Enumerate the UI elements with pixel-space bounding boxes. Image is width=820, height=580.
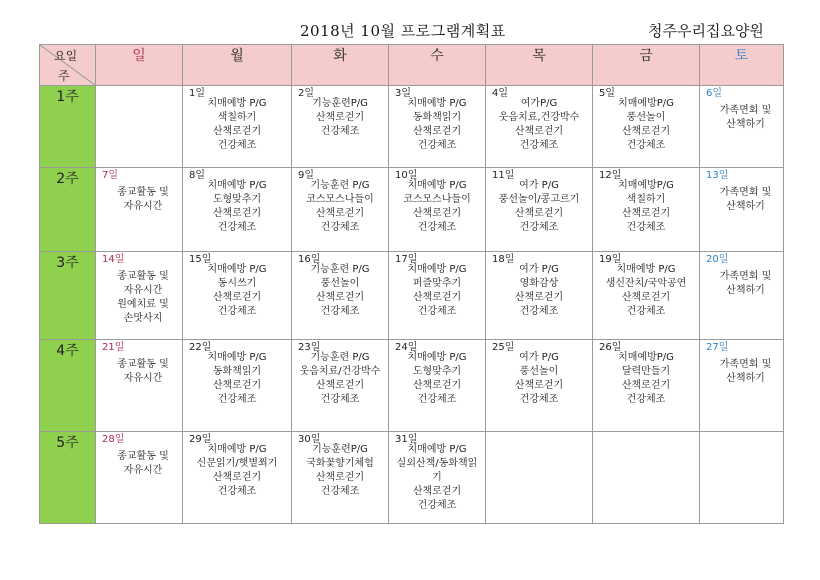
activity-item: 치매예방 P/G bbox=[616, 264, 676, 275]
activity-item: 건강체조 bbox=[320, 126, 360, 137]
activity-item: 산책로걷기 bbox=[315, 112, 365, 123]
day-number: 7일 bbox=[102, 170, 119, 181]
activity-item: 풍선놀이 bbox=[626, 112, 666, 123]
day-number: 9일 bbox=[298, 170, 315, 181]
day-number: 31일 bbox=[395, 434, 418, 445]
week-label: 5주 bbox=[40, 432, 96, 524]
activity-item: 산책로걷기 bbox=[412, 292, 462, 303]
day-number: 29일 bbox=[189, 434, 212, 445]
activity-item: 산책로걷기 bbox=[514, 380, 564, 391]
header-wednesday: 수 bbox=[389, 45, 486, 86]
activity-item: 건강체조 bbox=[320, 486, 360, 497]
activity-item: 건강체조 bbox=[217, 486, 257, 497]
activity-item: 기능훈련 P/G bbox=[310, 264, 370, 275]
week-label: 4주 bbox=[40, 340, 96, 432]
activity-item: 건강체조 bbox=[626, 394, 666, 405]
activity-item: 산책로걷기 bbox=[212, 472, 262, 483]
activity-item: 건강체조 bbox=[417, 500, 457, 511]
activity-item: 산책로걷기 bbox=[621, 208, 671, 219]
activity-item: 기 bbox=[432, 472, 442, 483]
activity-item: 동화책읽기 bbox=[212, 366, 262, 377]
weekday-header-row bbox=[40, 45, 784, 86]
day-number: 18일 bbox=[492, 254, 515, 265]
activity-item: 가족면회 및 bbox=[719, 271, 772, 282]
activity-item: 건강체조 bbox=[626, 222, 666, 233]
day-number: 27일 bbox=[706, 342, 729, 353]
activity-item: 여가 P/G bbox=[519, 264, 559, 275]
day-cell-wednesday bbox=[389, 432, 486, 524]
activity-item: 산책로걷기 bbox=[621, 126, 671, 137]
day-cell-friday bbox=[593, 340, 700, 432]
activity-item: 치매예방P/G bbox=[618, 180, 674, 191]
activity-item: 자유시간 bbox=[123, 373, 163, 384]
day-cell-monday bbox=[183, 168, 292, 252]
activity-item: 산책로걷기 bbox=[621, 380, 671, 391]
activity-item: 치매예방 P/G bbox=[407, 180, 467, 191]
activity-item: 건강체조 bbox=[217, 394, 257, 405]
week-label: 1주 bbox=[40, 86, 96, 168]
day-cell-monday bbox=[183, 432, 292, 524]
activity-list bbox=[96, 86, 182, 104]
activity-item: 치매예방 P/G bbox=[207, 98, 267, 109]
header-friday: 금 bbox=[593, 45, 700, 86]
corner-cell bbox=[40, 45, 96, 86]
activity-item: 건강체조 bbox=[519, 222, 559, 233]
activity-item: 건강체조 bbox=[519, 306, 559, 317]
day-cell-wednesday bbox=[389, 340, 486, 432]
activity-item: 산책하기 bbox=[726, 285, 765, 296]
activity-item: 산책로걷기 bbox=[412, 126, 462, 137]
activity-item: 국화꽃향기체험 bbox=[306, 458, 374, 469]
day-cell-wednesday bbox=[389, 168, 486, 252]
day-number: 26일 bbox=[599, 342, 622, 353]
activity-item: 산책로걷기 bbox=[514, 292, 564, 303]
activity-item: 색칠하기 bbox=[217, 112, 257, 123]
activity-item: 종교활동 및 bbox=[117, 271, 169, 282]
activity-item: 손맛사지 bbox=[123, 313, 163, 324]
header-thursday: 목 bbox=[486, 45, 593, 86]
corner-weekday-label: 요일 bbox=[54, 49, 78, 63]
activity-item: 코스모스나들이 bbox=[306, 194, 374, 205]
week-label: 2주 bbox=[40, 168, 96, 252]
day-cell-friday bbox=[593, 432, 700, 524]
day-number: 12일 bbox=[599, 170, 622, 181]
activity-item: 도형맞추기 bbox=[412, 366, 462, 377]
activity-item: 건강체조 bbox=[626, 306, 666, 317]
activity-item: 종교활동 및 bbox=[117, 359, 169, 370]
activity-item: 영화감상 bbox=[519, 278, 559, 289]
day-cell-thursday bbox=[486, 168, 593, 252]
day-cell-saturday bbox=[700, 340, 784, 432]
activity-item: 동화책읽기 bbox=[412, 112, 462, 123]
activity-item: 치매예방 P/G bbox=[407, 98, 467, 109]
activity-item: 산책로걷기 bbox=[315, 292, 365, 303]
header-sunday: 일 bbox=[96, 45, 183, 86]
activity-item: 건강체조 bbox=[417, 306, 457, 317]
day-cell-sunday bbox=[96, 432, 183, 524]
activity-item: 산책로걷기 bbox=[212, 208, 262, 219]
header-monday: 월 bbox=[183, 45, 292, 86]
day-number: 10일 bbox=[395, 170, 418, 181]
activity-item: 치매예방 P/G bbox=[207, 444, 267, 455]
activity-item: 기능훈련 P/G bbox=[310, 180, 370, 191]
day-cell-saturday bbox=[700, 432, 784, 524]
activity-item: 퍼즐맞추기 bbox=[412, 278, 462, 289]
activity-item: 도형맞추기 bbox=[212, 194, 262, 205]
activity-item: 산책하기 bbox=[726, 373, 765, 384]
activity-list bbox=[700, 432, 783, 450]
activity-item: 치매예방 P/G bbox=[207, 264, 267, 275]
activity-item: 가족면회 및 bbox=[719, 359, 772, 370]
activity-item: 건강체조 bbox=[626, 140, 666, 151]
activity-list bbox=[486, 432, 592, 443]
day-number: 14일 bbox=[102, 254, 125, 265]
activity-item: 산책로걷기 bbox=[212, 292, 262, 303]
day-number: 28일 bbox=[102, 434, 125, 445]
activity-item: 기능훈련P/G bbox=[312, 98, 368, 109]
activity-item: 산책로걷기 bbox=[514, 208, 564, 219]
activity-item: 건강체조 bbox=[417, 394, 457, 405]
day-number: 16일 bbox=[298, 254, 321, 265]
day-number: 13일 bbox=[706, 170, 729, 181]
activity-item: 동시쓰기 bbox=[217, 278, 257, 289]
activity-item: 실외산책/동화책읽 bbox=[396, 458, 478, 469]
day-cell-tuesday bbox=[292, 86, 389, 168]
day-cell-tuesday bbox=[292, 432, 389, 524]
day-cell-thursday bbox=[486, 252, 593, 340]
activity-item: 산책로걷기 bbox=[315, 208, 365, 219]
day-number: 1일 bbox=[189, 88, 206, 99]
header-tuesday: 화 bbox=[292, 45, 389, 86]
activity-item: 가족면회 및 bbox=[719, 105, 772, 116]
day-cell-wednesday bbox=[389, 252, 486, 340]
activity-item: 건강체조 bbox=[217, 140, 257, 151]
day-number: 11일 bbox=[492, 170, 515, 181]
activity-item: 치매예방P/G bbox=[618, 352, 674, 363]
week-row bbox=[40, 340, 784, 432]
day-number: 15일 bbox=[189, 254, 212, 265]
day-cell-sunday bbox=[96, 252, 183, 340]
week-row bbox=[40, 168, 784, 252]
week-row bbox=[40, 432, 784, 524]
activity-item: 건강체조 bbox=[519, 140, 559, 151]
activity-item: 웃음치료,건강박수 bbox=[498, 112, 580, 123]
activity-item: 종교활동 및 bbox=[117, 187, 169, 198]
activity-item: 웃음치료/건강박수 bbox=[299, 366, 381, 377]
day-number: 4일 bbox=[492, 88, 509, 99]
activity-item: 치매예방 P/G bbox=[407, 352, 467, 363]
day-cell-tuesday bbox=[292, 168, 389, 252]
activity-item: 풍선놀이/콩고르기 bbox=[498, 194, 580, 205]
day-cell-thursday bbox=[486, 432, 593, 524]
activity-item: 가족면회 및 bbox=[719, 187, 772, 198]
day-number: 22일 bbox=[189, 342, 212, 353]
activity-item: 산책로걷기 bbox=[621, 292, 671, 303]
day-number: 5일 bbox=[599, 88, 616, 99]
activity-item: 산책로걷기 bbox=[412, 380, 462, 391]
activity-item: 여가 P/G bbox=[519, 180, 559, 191]
activity-item: 색칠하기 bbox=[626, 194, 666, 205]
activity-item: 건강체조 bbox=[417, 140, 457, 151]
day-cell-friday bbox=[593, 168, 700, 252]
activity-item: 산책로걷기 bbox=[412, 208, 462, 219]
day-cell-sunday bbox=[96, 168, 183, 252]
day-number: 23일 bbox=[298, 342, 321, 353]
day-cell-friday bbox=[593, 86, 700, 168]
activity-item: 건강체조 bbox=[519, 394, 559, 405]
day-number: 2일 bbox=[298, 88, 315, 99]
day-number: 25일 bbox=[492, 342, 515, 353]
activity-item: 건강체조 bbox=[320, 222, 360, 233]
day-cell-saturday bbox=[700, 86, 784, 168]
activity-item: 산책로걷기 bbox=[315, 380, 365, 391]
activity-item: 자유시간 bbox=[123, 465, 163, 476]
activity-item: 원예치료 및 bbox=[117, 299, 169, 310]
week-label: 3주 bbox=[40, 252, 96, 340]
day-number: 24일 bbox=[395, 342, 418, 353]
activity-item: 산책로걷기 bbox=[212, 380, 262, 391]
activity-item: 생신잔치/국악공연 bbox=[605, 278, 687, 289]
corner-week-label: 주 bbox=[58, 69, 70, 83]
day-cell-thursday bbox=[486, 86, 593, 168]
day-cell-sunday bbox=[96, 86, 183, 168]
activity-item: 산책하기 bbox=[726, 201, 765, 212]
day-cell-monday bbox=[183, 340, 292, 432]
organization-name: 청주우리집요양원 bbox=[648, 22, 764, 40]
activity-item: 코스모스나들이 bbox=[403, 194, 471, 205]
activity-item: 치매예방 P/G bbox=[407, 444, 467, 455]
activity-item: 산책하기 bbox=[726, 119, 765, 130]
day-cell-monday bbox=[183, 86, 292, 168]
activity-item: 풍선놀이 bbox=[519, 366, 559, 377]
day-number: 30일 bbox=[298, 434, 321, 445]
activity-item: 여가 P/G bbox=[519, 352, 559, 363]
day-number: 20일 bbox=[706, 254, 729, 265]
day-number: 3일 bbox=[395, 88, 412, 99]
week-row bbox=[40, 86, 784, 168]
day-cell-tuesday bbox=[292, 252, 389, 340]
day-cell-wednesday bbox=[389, 86, 486, 168]
activity-item: 신문읽기/햇볕쬐기 bbox=[196, 458, 278, 469]
activity-item: 치매예방P/G bbox=[618, 98, 674, 109]
activity-item: 산책로걷기 bbox=[514, 126, 564, 137]
activity-item: 건강체조 bbox=[217, 222, 257, 233]
activity-item: 건강체조 bbox=[217, 306, 257, 317]
day-number: 8일 bbox=[189, 170, 206, 181]
day-cell-saturday bbox=[700, 252, 784, 340]
activity-item: 기능훈련P/G bbox=[312, 444, 368, 455]
activity-item: 기능훈련 P/G bbox=[310, 352, 370, 363]
program-calendar bbox=[39, 44, 784, 524]
day-cell-monday bbox=[183, 252, 292, 340]
activity-item: 여가P/G bbox=[520, 98, 558, 109]
day-cell-thursday bbox=[486, 340, 593, 432]
activity-item: 산책로걷기 bbox=[412, 486, 462, 497]
day-cell-saturday bbox=[700, 168, 784, 252]
activity-item: 치매예방 P/G bbox=[207, 352, 267, 363]
activity-item: 건강체조 bbox=[417, 222, 457, 233]
day-number: 19일 bbox=[599, 254, 622, 265]
day-number: 21일 bbox=[102, 342, 125, 353]
day-cell-sunday bbox=[96, 340, 183, 432]
activity-item: 자유시간 bbox=[123, 201, 163, 212]
activity-item: 달력만들기 bbox=[621, 366, 671, 377]
activity-item: 치매예방 P/G bbox=[207, 180, 267, 191]
day-cell-friday bbox=[593, 252, 700, 340]
activity-item: 종교활동 및 bbox=[117, 451, 169, 462]
day-number: 17일 bbox=[395, 254, 418, 265]
day-cell-tuesday bbox=[292, 340, 389, 432]
activity-item: 치매예방 P/G bbox=[407, 264, 467, 275]
day-number: 6일 bbox=[706, 88, 723, 99]
activity-item: 건강체조 bbox=[320, 306, 360, 317]
activity-item: 산책로걷기 bbox=[212, 126, 262, 137]
activity-item: 자유시간 bbox=[123, 285, 163, 296]
week-row bbox=[40, 252, 784, 340]
activity-item: 건강체조 bbox=[320, 394, 360, 405]
header-saturday: 토 bbox=[700, 45, 784, 86]
page-title: 2018년 10월 프로그램계획표 bbox=[300, 22, 506, 40]
activity-item: 풍선놀이 bbox=[320, 278, 360, 289]
activity-list bbox=[593, 432, 699, 443]
activity-item: 산책로걷기 bbox=[315, 472, 365, 483]
